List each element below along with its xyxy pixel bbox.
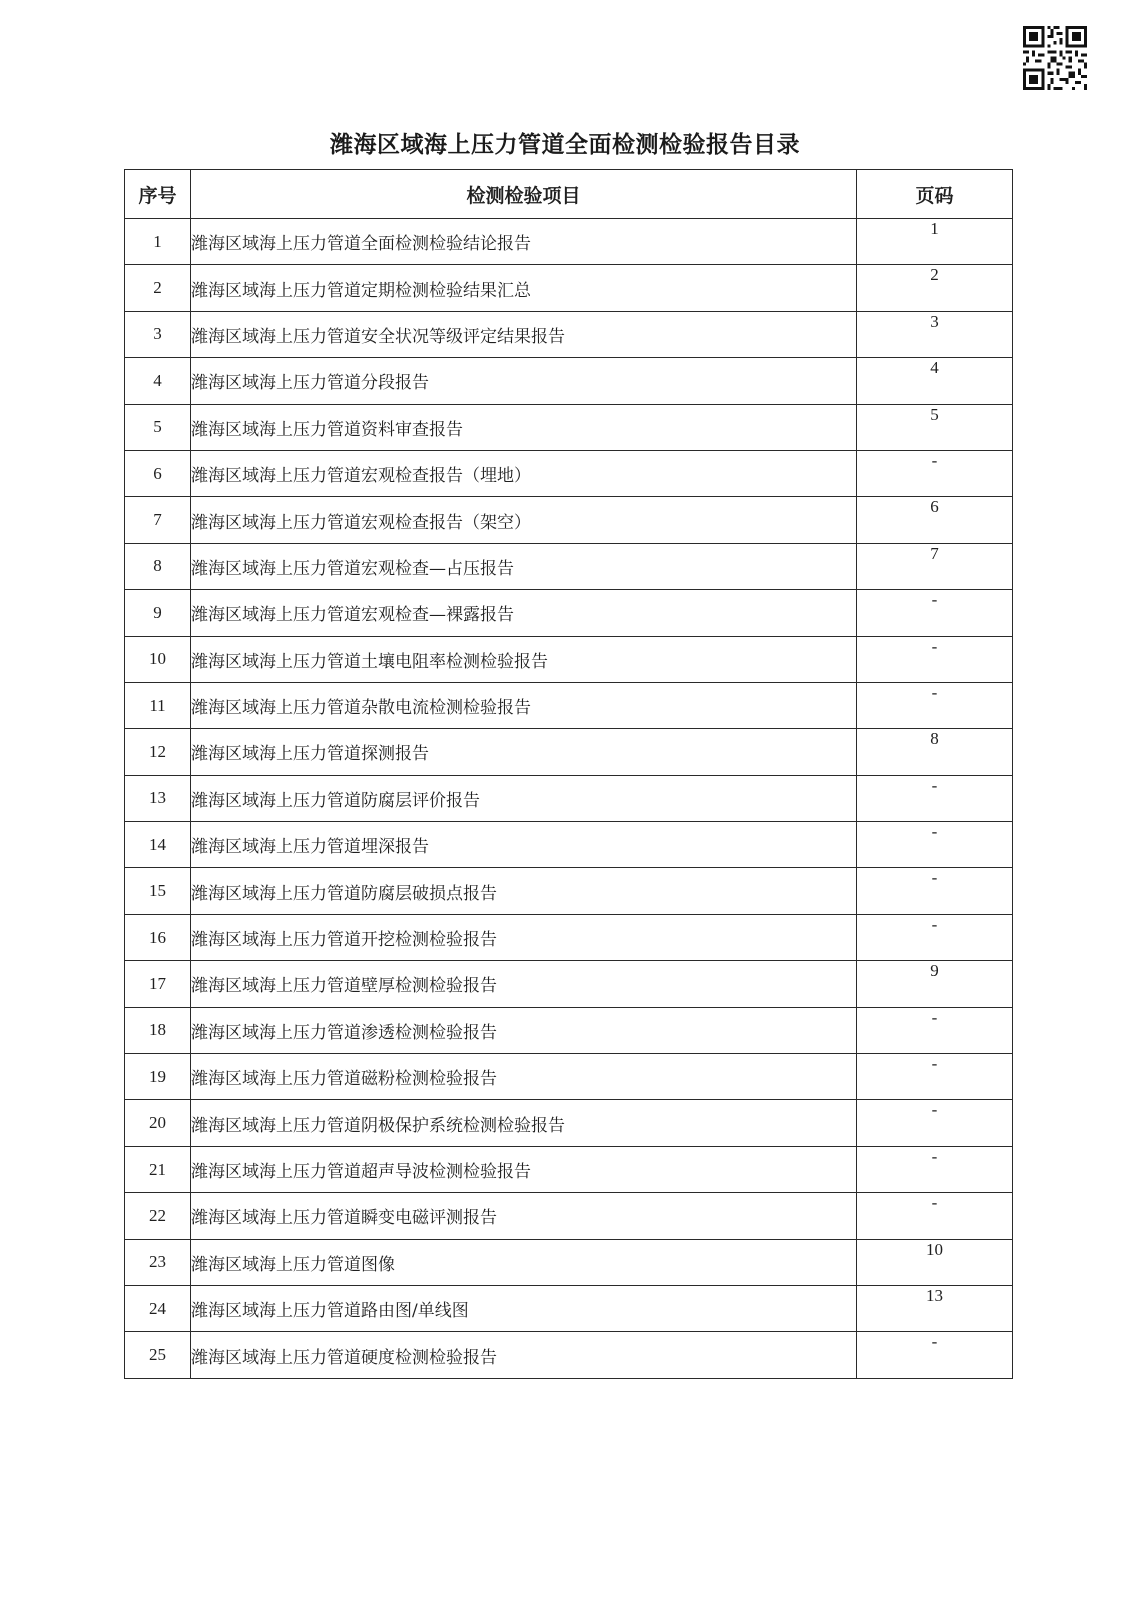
row-page: 6 xyxy=(857,497,1013,543)
row-number: 20 xyxy=(125,1100,191,1146)
row-item: 潍海区域海上压力管道宏观检查报告（架空） xyxy=(191,497,857,543)
row-number: 7 xyxy=(125,497,191,543)
table-row xyxy=(125,311,1013,357)
table-row xyxy=(125,729,1013,775)
table-row xyxy=(125,404,1013,450)
row-number: 14 xyxy=(125,822,191,868)
table-row xyxy=(125,497,1013,543)
row-number: 15 xyxy=(125,868,191,914)
table-row xyxy=(125,1332,1013,1378)
row-page: - xyxy=(857,636,1013,682)
row-page: - xyxy=(857,590,1013,636)
column-header-item: 检测检验项目 xyxy=(191,170,857,219)
table-row xyxy=(125,961,1013,1007)
row-item: 潍海区域海上压力管道全面检测检验结论报告 xyxy=(191,219,857,265)
row-item: 潍海区域海上压力管道定期检测检验结果汇总 xyxy=(191,265,857,311)
row-number: 10 xyxy=(125,636,191,682)
row-item: 潍海区域海上压力管道超声导波检测检验报告 xyxy=(191,1146,857,1192)
table-row xyxy=(125,1285,1013,1331)
table-row xyxy=(125,682,1013,728)
row-item: 潍海区域海上压力管道安全状况等级评定结果报告 xyxy=(191,311,857,357)
row-number: 4 xyxy=(125,358,191,404)
row-page: 1 xyxy=(857,219,1013,265)
table-row xyxy=(125,1193,1013,1239)
table-row xyxy=(125,1054,1013,1100)
table-row xyxy=(125,636,1013,682)
row-number: 25 xyxy=(125,1332,191,1378)
table-row xyxy=(125,543,1013,589)
row-page: 10 xyxy=(857,1239,1013,1285)
row-item: 潍海区域海上压力管道宏观检查—占压报告 xyxy=(191,543,857,589)
table-row xyxy=(125,775,1013,821)
row-number: 9 xyxy=(125,590,191,636)
row-item: 潍海区域海上压力管道宏观检查报告（埋地） xyxy=(191,450,857,496)
row-item: 潍海区域海上压力管道杂散电流检测检验报告 xyxy=(191,682,857,728)
row-item: 潍海区域海上压力管道图像 xyxy=(191,1239,857,1285)
row-number: 19 xyxy=(125,1054,191,1100)
row-number: 11 xyxy=(125,682,191,728)
row-item: 潍海区域海上压力管道分段报告 xyxy=(191,358,857,404)
row-page: 7 xyxy=(857,543,1013,589)
row-page: - xyxy=(857,1193,1013,1239)
table-row xyxy=(125,914,1013,960)
row-page: - xyxy=(857,1054,1013,1100)
table-row xyxy=(125,358,1013,404)
row-page: - xyxy=(857,822,1013,868)
row-item: 潍海区域海上压力管道探测报告 xyxy=(191,729,857,775)
row-item: 潍海区域海上压力管道防腐层评价报告 xyxy=(191,775,857,821)
row-page: 2 xyxy=(857,265,1013,311)
row-number: 2 xyxy=(125,265,191,311)
row-page: - xyxy=(857,1332,1013,1378)
row-item: 潍海区域海上压力管道硬度检测检验报告 xyxy=(191,1332,857,1378)
row-number: 24 xyxy=(125,1285,191,1331)
row-number: 18 xyxy=(125,1007,191,1053)
table-row xyxy=(125,868,1013,914)
row-number: 5 xyxy=(125,404,191,450)
toc-table xyxy=(124,169,1013,1379)
table-row xyxy=(125,1100,1013,1146)
row-item: 潍海区域海上压力管道壁厚检测检验报告 xyxy=(191,961,857,1007)
row-number: 6 xyxy=(125,450,191,496)
table-row xyxy=(125,450,1013,496)
row-page: - xyxy=(857,1100,1013,1146)
row-item: 潍海区域海上压力管道开挖检测检验报告 xyxy=(191,914,857,960)
row-page: - xyxy=(857,914,1013,960)
row-item: 潍海区域海上压力管道阴极保护系统检测检验报告 xyxy=(191,1100,857,1146)
row-number: 23 xyxy=(125,1239,191,1285)
row-item: 潍海区域海上压力管道渗透检测检验报告 xyxy=(191,1007,857,1053)
row-item: 潍海区域海上压力管道资料审查报告 xyxy=(191,404,857,450)
row-number: 8 xyxy=(125,543,191,589)
row-page: 3 xyxy=(857,311,1013,357)
row-number: 13 xyxy=(125,775,191,821)
row-item: 潍海区域海上压力管道瞬变电磁评测报告 xyxy=(191,1193,857,1239)
row-page: - xyxy=(857,1007,1013,1053)
table-header-row xyxy=(125,170,1013,219)
row-page: - xyxy=(857,450,1013,496)
row-item: 潍海区域海上压力管道宏观检查—裸露报告 xyxy=(191,590,857,636)
table-row xyxy=(125,265,1013,311)
row-number: 21 xyxy=(125,1146,191,1192)
row-page: - xyxy=(857,682,1013,728)
row-page: 5 xyxy=(857,404,1013,450)
row-page: 9 xyxy=(857,961,1013,1007)
row-item: 潍海区域海上压力管道防腐层破损点报告 xyxy=(191,868,857,914)
table-row xyxy=(125,1007,1013,1053)
row-page: 8 xyxy=(857,729,1013,775)
qr-code-icon xyxy=(1023,26,1087,90)
table-row xyxy=(125,1239,1013,1285)
table-row xyxy=(125,219,1013,265)
row-item: 潍海区域海上压力管道土壤电阻率检测检验报告 xyxy=(191,636,857,682)
column-header-no: 序号 xyxy=(125,170,191,219)
row-item: 潍海区域海上压力管道路由图/单线图 xyxy=(191,1285,857,1331)
row-page: - xyxy=(857,868,1013,914)
row-number: 17 xyxy=(125,961,191,1007)
column-header-page: 页码 xyxy=(857,170,1013,219)
table-row xyxy=(125,822,1013,868)
row-number: 16 xyxy=(125,914,191,960)
row-page: 4 xyxy=(857,358,1013,404)
row-number: 1 xyxy=(125,219,191,265)
row-page: 13 xyxy=(857,1285,1013,1331)
row-number: 22 xyxy=(125,1193,191,1239)
row-page: - xyxy=(857,1146,1013,1192)
page-title: 潍海区域海上压力管道全面检测检验报告目录 xyxy=(330,132,800,158)
row-item: 潍海区域海上压力管道埋深报告 xyxy=(191,822,857,868)
row-item: 潍海区域海上压力管道磁粉检测检验报告 xyxy=(191,1054,857,1100)
row-number: 12 xyxy=(125,729,191,775)
row-page: - xyxy=(857,775,1013,821)
table-row xyxy=(125,1146,1013,1192)
row-number: 3 xyxy=(125,311,191,357)
table-row xyxy=(125,590,1013,636)
